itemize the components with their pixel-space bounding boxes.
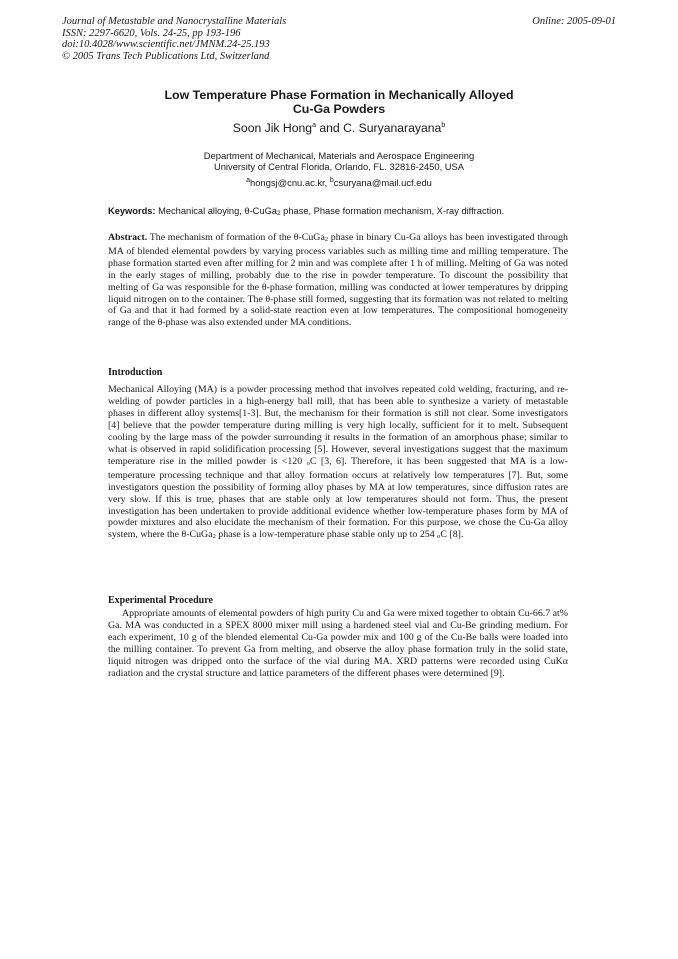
- abstract-label: Abstract.: [108, 232, 148, 243]
- paper-title: [80, 88, 598, 116]
- journal-name: Journal of Metastable and Nanocrystalline Materials: [62, 16, 287, 27]
- author-conjunction: and: [315, 121, 344, 135]
- author-2-mark: b: [441, 121, 446, 129]
- author-1-mark: a: [312, 121, 316, 129]
- keywords-text-2: phase, Phase formation mechanism, X-ray diffraction.: [280, 206, 505, 216]
- abstract-subscript: 2: [324, 236, 329, 243]
- online-date: Online: 2005-09-01: [532, 16, 616, 27]
- journal-header: [62, 16, 286, 62]
- email-2-mark: b: [329, 177, 334, 184]
- intro-degree-2: o: [437, 533, 441, 541]
- introduction-heading: Introduction: [108, 367, 163, 378]
- author-2: C. Suryanarayana: [343, 121, 442, 135]
- abstract: [108, 232, 568, 329]
- author-emails: [80, 177, 598, 188]
- affiliation-line-2: University of Central Florida, Orlando, FL. 32816-2450, USA: [213, 161, 465, 172]
- keywords-text-1: Mechanical alloying, θ-CuGa: [155, 206, 277, 216]
- doi-line: doi:10.4028/www.scientific.net/JMNM.24-25.193: [62, 39, 270, 50]
- keywords-label: Keywords:: [108, 206, 156, 216]
- intro-text-1: Mechanical Alloying (MA) is a powder processing method that involves repeated cold welding, fracturing, and re-welding of powder particles in a high-energy ball mill, that has been able to synthesize a variety of metastable phases in different alloy systems[1-3]. But, the mechanism for their formation is still not clear. Some investigators [4] believe that the powder temperature during milling is very high locally, sufficient for it to melt. Subsequent cooling by the large mass of the powder surrounding it results in the formation of an amorphous phase; similar to what is observed in rapid solidification processing [5]. However, several investigations suggest that the maximum temperature rise in the milled powder is <120: [108, 384, 568, 467]
- author-1: Soon Jik Hong: [232, 121, 313, 135]
- author-list: [80, 121, 598, 135]
- affiliation: [80, 150, 598, 172]
- experimental-paragraph: Appropriate amounts of elemental powders of high purity Cu and Ga were mixed together to obtain Cu-66.7 at% Ga. MA was conducted in a SPEX 8000 mixer mill using a hardened steel vial and Cu-Be grinding medium. For each experiment, 10 g of the blended elemental Cu-Ga powder mix and 100 g of the Cu-Be balls were loaded into the milling container. To prevent Ga from melting, and observe the alloy phase formation truly in the solid state, liquid nitrogen was dripped onto the surface of the vial during MA. XRD patterns were recorded using CuKα radiation and the crystal structure and lattice parameters of the different phases were determined [9].: [108, 608, 568, 679]
- intro-text-3: phase is a low-temperature phase stable only up to 254: [215, 529, 438, 541]
- issn-line: ISSN: 2297-6620, Vols. 24-25, pp 193-196: [62, 27, 241, 39]
- email-2: csuryana@mail.ucf.edu: [333, 177, 432, 189]
- email-1: hongsj@cnu.ac.kr,: [250, 177, 330, 189]
- experimental-heading: Experimental Procedure: [108, 595, 213, 606]
- intro-subscript: 2: [212, 533, 216, 541]
- copyright-line: © 2005 Trans Tech Publications Ltd, Switzerland: [62, 50, 270, 62]
- intro-degree-1: o: [306, 459, 310, 467]
- title-line-1: Low Temperature Phase Formation in Mechanically Alloyed: [164, 88, 514, 102]
- abstract-text-1: The mechanism of formation of the θ-CuGa: [147, 232, 325, 243]
- keywords: [108, 206, 568, 217]
- abstract-text-2: phase in binary Cu-Ga alloys has been investigated through MA of blended elemental powders by varying process variables such as milling time and milling temperature. The phase formation started even after milling for 2 min and was complete after 1 h of milling. Melting of Ga was noted in the early stages of milling, probably due to the rise in powder temperature. To discount the possibility that melting of Ga was responsible for the θ-phase formation, milling was conducted at lower temperatures by dripping liquid nitrogen on to the container. The θ-phase still formed, suggesting that its formation was not related to melting of Ga and that it had formed by a solid-state reaction even at low temperatures. The compositional homogeneity range of the θ-phase was also extended under MA conditions.: [108, 232, 568, 329]
- email-1-mark: a: [246, 177, 250, 184]
- affiliation-line-1: Department of Mechanical, Materials and Aerospace Engineering: [203, 150, 475, 161]
- keywords-subscript: 2: [276, 210, 281, 217]
- introduction-paragraph: [108, 384, 568, 543]
- intro-text-2: C [3, 6]. Therefore, it has been suggested that MA is a low-temperature processing technique and that alloy formation occurs at relatively low temperatures [7]. But, some investigators question the possibility of forming alloy phases by MA at low temperatures, since diffusion rates are very slow. If this is true, phases that are stable only at low temperatures should not form. Thus, the present investigation has been undertaken to provide additional evidence whether low-temperature phases form by MA of powder mixtures and also elucidate the mechanism of their formation. For this purpose, we chose the Cu-Ga alloy system, where the θ-CuGa: [108, 455, 568, 541]
- title-line-2: Cu-Ga Powders: [292, 102, 386, 116]
- intro-text-4: C [8].: [440, 529, 464, 541]
